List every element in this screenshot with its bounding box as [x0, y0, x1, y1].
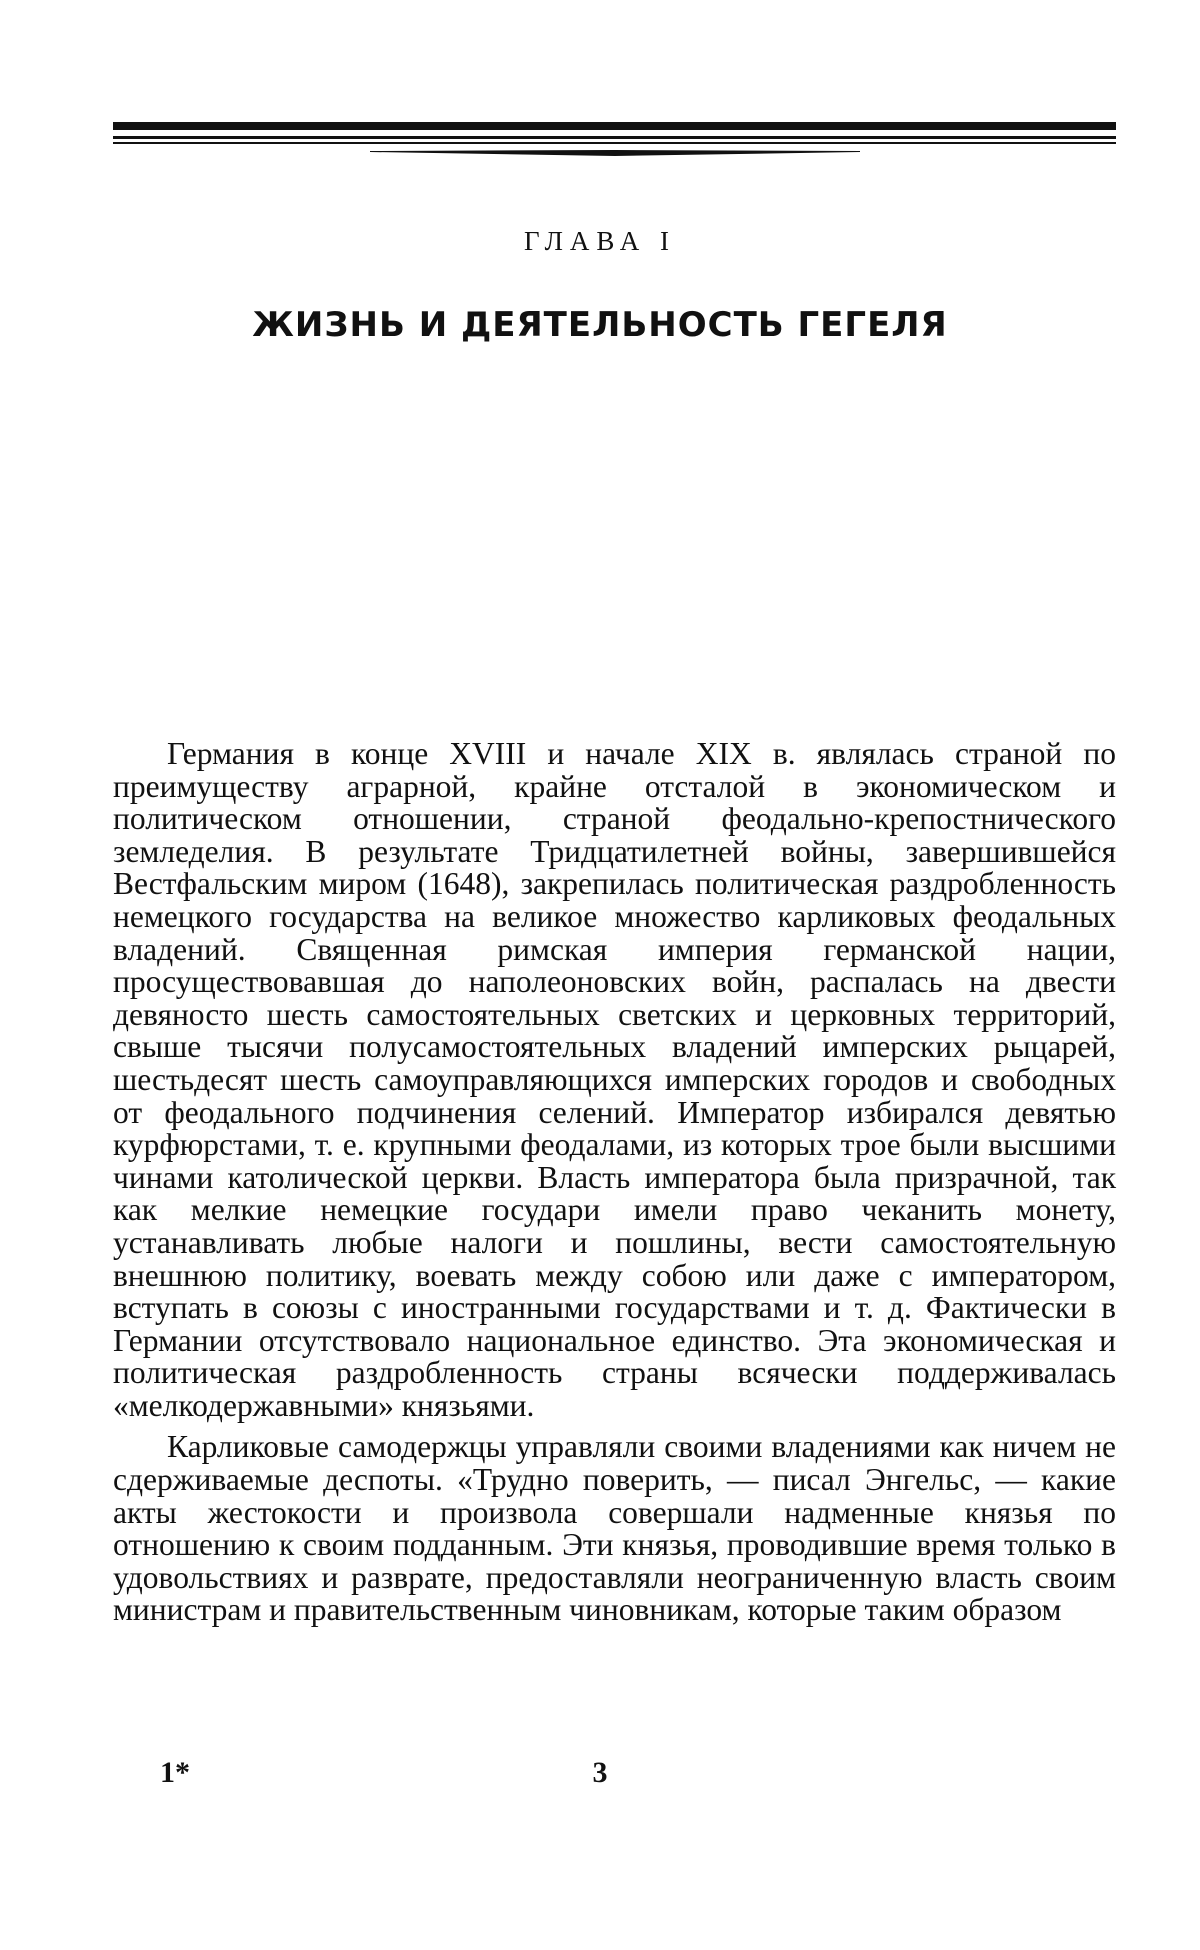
header-rule-thin	[113, 142, 1116, 144]
header-rule-thick	[113, 122, 1116, 130]
page-footer	[0, 1756, 1200, 1796]
page-number: 3	[592, 1756, 608, 1789]
paragraph-1: Германия в конце XVIII и начале XIX в. являлась страной по преимуществу аграрной, крайне отсталой в экономическом и политическом отношении, страной феодально-крепостнического земледелия. В результате Тридцатилетней войны, завершившейся Вестфальским миром (1648), закрепилась политическая раздробленность немецкого государства на великое множество карликовых феодальных владений. Священная римская империя германской нации, просуществовавшая до наполеоновских войн, распалась на двести девяносто шесть самостоятельных светских и церковных территорий, свыше тысячи полусамостоятельных владений имперских рыцарей, шестьдесят шесть самоуправляющихся имперских городов и свободных от феодального подчинения селений. Император избирался девятью курфюрстами, т. е. крупными феодалами, из которых трое были высшими чинами католической церкви. Власть императора была призрачной, так как мелкие немецкие государи имели право чеканить монету, устанавливать любые налоги и пошлины, вести самостоятельную внешнюю политику, воевать между собою или даже с императором, вступать в союзы с иностранными государствами и т. д. Фактически в Германии отсутствовало национальное единство. Эта экономическая и политическая раздробленность страны всячески поддерживалась «мелкодержавными» князьями.	[113, 736, 1116, 1423]
chapter-label: ГЛАВА I	[524, 226, 676, 256]
chapter-title: ЖИЗНЬ И ДЕЯТЕЛЬНОСТЬ ГЕГЕЛЯ	[252, 305, 948, 345]
signature-mark: 1*	[160, 1756, 190, 1789]
paragraph-2: Карликовые самодержцы управляли своими владениями как ничем не сдерживаемые деспоты. «Трудно поверить, — писал Энгельс, — какие акты жестокости и произвола совершали надменные князья по отношению к своим подданным. Эти князья, проводившие время только в удовольствиях и разврате, предоставляли неограниченную власть своим министрам и правительственным чиновникам, которые таким образом	[113, 1429, 1116, 1628]
header-rule-medium	[113, 136, 1116, 139]
body-text	[113, 738, 1116, 1627]
header-ornament-rule	[370, 150, 860, 156]
